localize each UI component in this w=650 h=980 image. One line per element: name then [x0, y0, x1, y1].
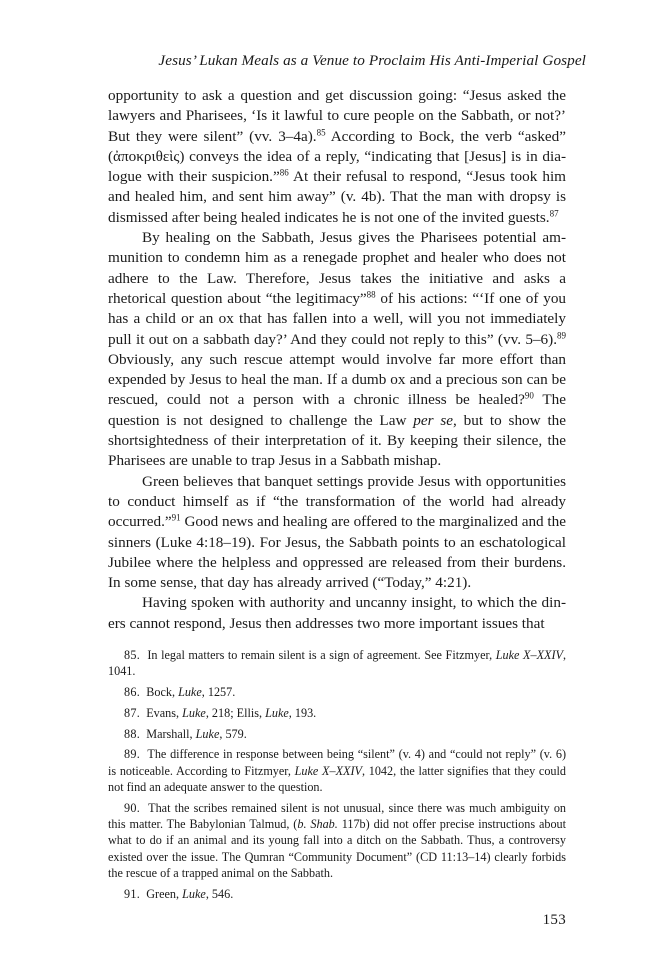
footnote-number: 91.	[124, 886, 141, 901]
text-run: Having spoken with authority and uncanny insight, to which the diners cannot respond, Jesus then addresses two more important issues that	[108, 594, 566, 632]
footnote-number: 86.	[124, 685, 141, 700]
footnote-ref: 88	[366, 289, 376, 300]
text-run: The difference in response between being “silent” (v. 4) and “could not reply” (v. 6) is noticeable. According to Fitzmyer,	[108, 747, 566, 778]
text-run: , 579.	[219, 726, 247, 741]
italic-text: per se	[413, 411, 453, 429]
text-run: opportunity to ask a question and get discussion going: “Jesus asked the lawyers and Pharisees, ‘Is it lawful to cure people on the Sabbath, or not?’ But they were silent” (vv. 3–4a).	[108, 87, 566, 145]
italic-text: Luke X–XXIV	[294, 763, 362, 778]
italic-text: b. Shab.	[297, 817, 338, 832]
text-run: Evans,	[146, 705, 183, 720]
footnote-ref: 87	[549, 208, 559, 219]
page-number: 153	[542, 912, 566, 928]
text-run: Green,	[146, 886, 183, 901]
text-run: , 193.	[288, 705, 317, 720]
footnote-number: 89.	[124, 747, 141, 762]
italic-text: Luke X–XXIV	[495, 648, 563, 662]
footnote-number: 90.	[124, 800, 141, 815]
paragraph	[108, 86, 566, 228]
footnote-ref: 85	[316, 127, 326, 138]
text-run: , but to show the shortsightedness of their interpretation of it. By keeping their silence, the Pharisees are unable to trap Jesus in a Sabbath mishap.	[108, 411, 566, 470]
footnote-ref: 91	[171, 512, 181, 523]
body-text	[108, 86, 566, 634]
footnote	[108, 746, 566, 795]
text-run: , 218; Ellis,	[205, 705, 266, 720]
footnote-ref: 86	[279, 167, 289, 178]
footnote	[108, 800, 566, 881]
text-run: , 1042, the latter signifies that they could not find an adequate answer to the question.	[108, 763, 567, 795]
text-run: 117b) did not offer precise instructions about what to do if an animal and its young fall into a ditch on the Sabbath. Thus, a controversy existed over the issue. The Qumran “Community Document” (CD 11:13–14) clearly forbids the rescue of a trapped animal on the Sabbath.	[108, 817, 567, 881]
paragraph	[108, 593, 566, 634]
text-run: , 1041.	[108, 648, 567, 679]
footnote-ref: 90	[524, 391, 534, 402]
italic-text: Luke	[178, 685, 202, 700]
text-run: Green believes that banquet settings provide Jesus with opportunities to conduct himself as if “the transformation of the world had already occurred.”	[108, 472, 566, 531]
text-run: That the scribes remained silent is not unusual, since there was much ambiguity on this matter. The Babylonian Talmud, (	[108, 800, 567, 832]
footnote	[108, 684, 566, 700]
italic-text: Luke	[265, 705, 289, 720]
paragraph	[108, 472, 566, 594]
footnote	[108, 705, 566, 721]
footnote	[108, 886, 566, 902]
footnote	[108, 726, 566, 742]
paragraph	[108, 228, 566, 472]
running-head: Jesus’ Lukan Meals as a Venue to Proclaim His Anti-Imperial Gospel	[158, 52, 586, 69]
text-run: By healing on the Sabbath, Jesus gives the Pharisees potential ammunition to condemn him as a renegade prophet and healer who does not adhere to the Law. Therefore, Jesus takes the initiative and asks a rhetorical question about “the legitimacy”	[108, 229, 566, 307]
footnote-ref: 89	[557, 330, 566, 341]
footnote-number: 87.	[124, 705, 141, 720]
text-run: Good news and healing are offered to the marginalized and the sinners (Luke 4:18–19). For Jesus, the Sabbath points to an eschatological Jubilee where the helpless and oppressed are released from their burdens. In some sense, that day has already arrived (“Today,” 4:21).	[108, 513, 566, 592]
text-run: , 1257.	[201, 685, 236, 700]
text-run: The question is not designed to challenge the Law	[108, 391, 566, 429]
text-run: Obviously, any such rescue attempt would involve far more effort than expended by Jesus to heal the man. If a dumb ox and a precious son can be rescued, could not a person with a chronic illness be healed?	[108, 350, 566, 409]
italic-text: Luke	[182, 886, 206, 901]
footnote-number: 88.	[124, 726, 141, 741]
text-run: According to Bock, the verb “asked” (ἀποκριθεὶς) conveys the idea of a reply, “indicating that [Jesus] is in dialogue with their suspicion.”	[108, 127, 566, 186]
footnotes	[108, 647, 566, 907]
text-run: Marshall,	[146, 726, 196, 741]
text-run: of his actions: “‘If one of you has a child or an ox that has fallen into a well, will you not immediately pull it out on a sabbath day?’ And they could not reply to this” (vv. 5–6).	[108, 289, 567, 348]
text-run: At their refusal to respond, “Jesus took him and healed him, and sent him away” (v. 4b). That the man with dropsy is dismissed after being healed indicates he is not one of the invited guests.	[108, 168, 566, 226]
italic-text: Luke	[195, 726, 220, 741]
text-run: In legal matters to remain silent is a sign of agreement. See Fitzmyer,	[147, 648, 496, 662]
text-run: , 546.	[205, 886, 234, 901]
footnote	[108, 647, 566, 680]
footnote-number: 85.	[124, 648, 141, 662]
italic-text: Luke	[182, 705, 206, 720]
text-run: Bock,	[146, 685, 179, 700]
